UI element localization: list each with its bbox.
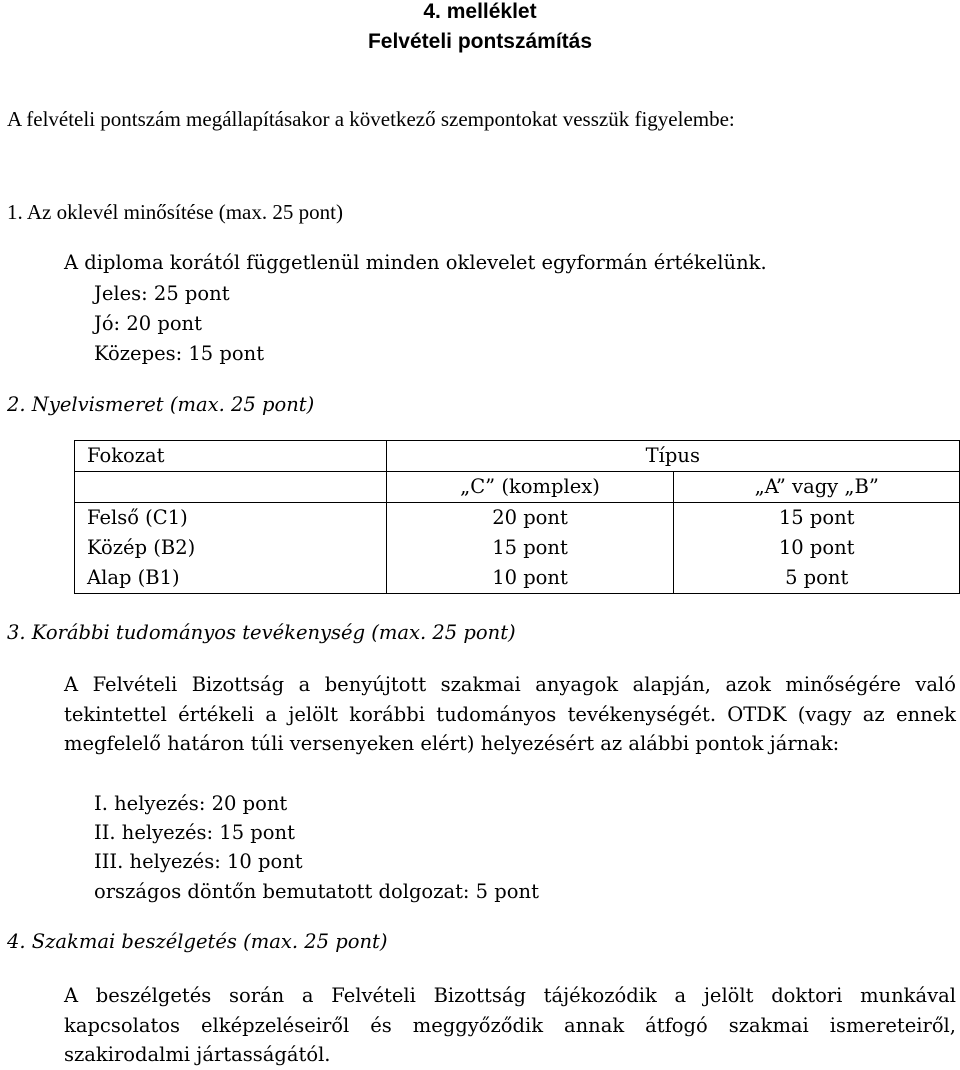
table-subheader-c: „C” (komplex)	[386, 472, 674, 503]
table-subheader-ab: „A” vagy „B”	[674, 472, 960, 503]
table-cell-ab: 5 pont	[674, 563, 960, 594]
language-points-table	[74, 440, 960, 594]
table-cell-ab: 15 pont	[674, 503, 960, 534]
section1-heading: 1. Az oklevél minősítése (max. 25 pont)	[7, 200, 343, 224]
section2-heading: 2. Nyelvismeret (max. 25 pont)	[7, 393, 315, 416]
table-cell-level: Alap (B1)	[75, 563, 387, 594]
table-empty-cell	[75, 472, 387, 503]
section3-heading: 3. Korábbi tudományos tevékenység (max. 25 pont)	[7, 621, 516, 644]
annex-label: 4. melléklet	[423, 0, 537, 23]
grade-item: Közepes: 15 pont	[94, 342, 265, 365]
section1-text: A diploma korától függetlenül minden oklevelet egyformán értékelünk.	[64, 251, 767, 274]
table-cell-level: Felső (C1)	[75, 503, 387, 534]
intro-text: A felvételi pontszám megállapításakor a következő szempontokat vesszük figyelembe:	[7, 107, 735, 131]
placement-item: III. helyezés: 10 pont	[94, 850, 303, 873]
page-title: Felvételi pontszámítás	[367, 30, 593, 53]
placement-item: országos döntőn bemutatott dolgozat: 5 pont	[94, 880, 539, 903]
table-cell-level: Közép (B2)	[75, 533, 387, 563]
table-cell-c: 15 pont	[386, 533, 674, 563]
table-header-level: Fokozat	[75, 441, 387, 472]
table-row	[75, 533, 960, 563]
grade-item: Jó: 20 pont	[94, 312, 202, 335]
placement-item: I. helyezés: 20 pont	[94, 792, 288, 815]
table-cell-c: 10 pont	[386, 563, 674, 594]
section3-text: A Felvételi Bizottság a benyújtott szakmai anyagok alapján, azok minőségére való tekintettel értékeli a jelölt korábbi tudományos tevékenységét. OTDK (vagy az ennek megfelelő határon túli versenyeken elért) helyezésért az alábbi pontok járnak:	[64, 673, 956, 755]
grade-item: Jeles: 25 pont	[94, 282, 230, 305]
table-cell-ab: 10 pont	[674, 533, 960, 563]
section4-heading: 4. Szakmai beszélgetés (max. 25 pont)	[7, 930, 388, 953]
table-row	[75, 503, 960, 534]
table-row	[75, 563, 960, 594]
placement-item: II. helyezés: 15 pont	[94, 821, 295, 844]
table-cell-c: 20 pont	[386, 503, 674, 534]
table-header-type: Típus	[386, 441, 959, 472]
section4-text: A beszélgetés során a Felvételi Bizottság tájékozódik a jelölt doktori munkával kapcsolatos elképzeléseiről és meggyőződik annak átfogó szakmai ismereteiről, szakirodalmi jártasságától.	[64, 984, 956, 1066]
